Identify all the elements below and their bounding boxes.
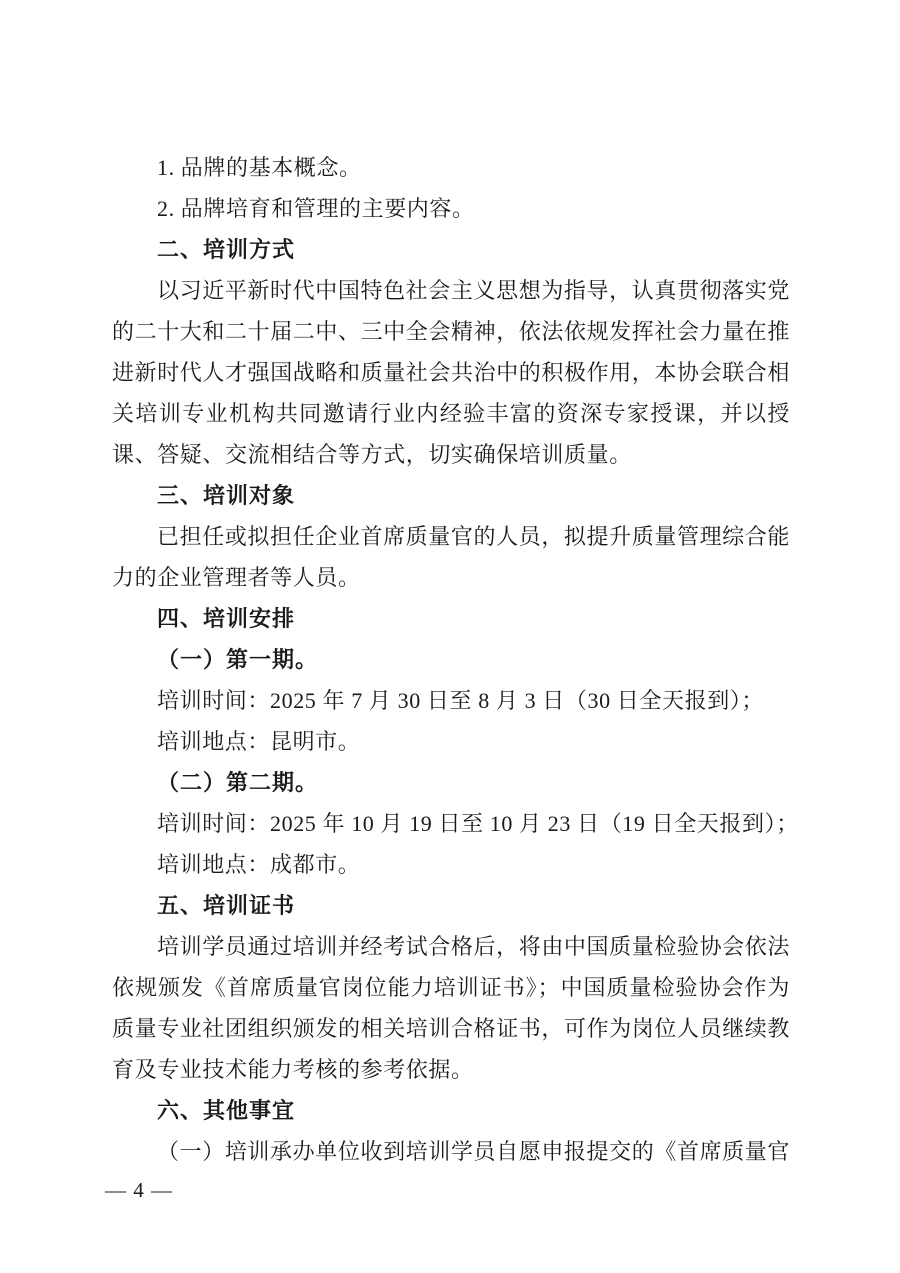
page-number: — 4 — — [105, 1178, 173, 1202]
text-line: 的二十大和二十届二中、三中全会精神，依法依规发挥社会力量在推 — [112, 319, 791, 344]
text-line: 育及专业技术能力考核的参考依据。 — [112, 1057, 474, 1082]
text-line: 培训时间：2025 年 7 月 30 日至 8 月 3 日（30 日全天报到）； — [157, 688, 765, 713]
text-line: 关培训专业机构共同邀请行业内经验丰富的资深专家授课，并以授 — [112, 401, 790, 426]
text-line: 1. 品牌的基本概念。 — [157, 155, 362, 180]
text-line: 课、答疑、交流相结合等方式，切实确保培训质量。 — [112, 442, 632, 467]
text-line: 以习近平新时代中国特色社会主义思想为指导，认真贯彻落实党 — [157, 278, 790, 303]
section-heading: 三、培训对象 — [157, 483, 296, 508]
section-heading: （一）第一期。 — [157, 647, 319, 672]
text-line: 培训时间：2025 年 10 月 19 日至 10 月 23 日（19 日全天报到）； — [157, 811, 799, 836]
text-line: 2. 品牌培育和管理的主要内容。 — [157, 196, 475, 221]
text-line: （一）培训承办单位收到培训学员自愿申报提交的《首席质量官 — [157, 1139, 790, 1164]
text-line: 力的企业管理者等人员。 — [112, 565, 361, 590]
text-line: 培训地点：成都市。 — [157, 852, 361, 877]
section-heading: 五、培训证书 — [157, 893, 296, 918]
text-line: 培训地点：昆明市。 — [157, 729, 361, 754]
document-body — [112, 147, 799, 1172]
text-line: 质量专业社团组织颁发的相关培训合格证书，可作为岗位人员继续教 — [112, 1016, 791, 1041]
section-heading: 六、其他事宜 — [157, 1098, 296, 1123]
text-line: 已担任或拟担任企业首席质量官的人员，拟提升质量管理综合能 — [157, 524, 790, 549]
section-heading: 四、培训安排 — [157, 606, 296, 631]
section-heading: （二）第二期。 — [157, 770, 319, 795]
text-line: 培训学员通过培训并经考试合格后，将由中国质量检验协会依法 — [157, 934, 790, 959]
section-heading: 二、培训方式 — [157, 237, 296, 262]
text-line: 进新时代人才强国战略和质量社会共治中的积极作用，本协会联合相 — [112, 360, 791, 385]
text-line: 依规颁发《首席质量官岗位能力培训证书》；中国质量检验协会作为 — [112, 975, 790, 1000]
